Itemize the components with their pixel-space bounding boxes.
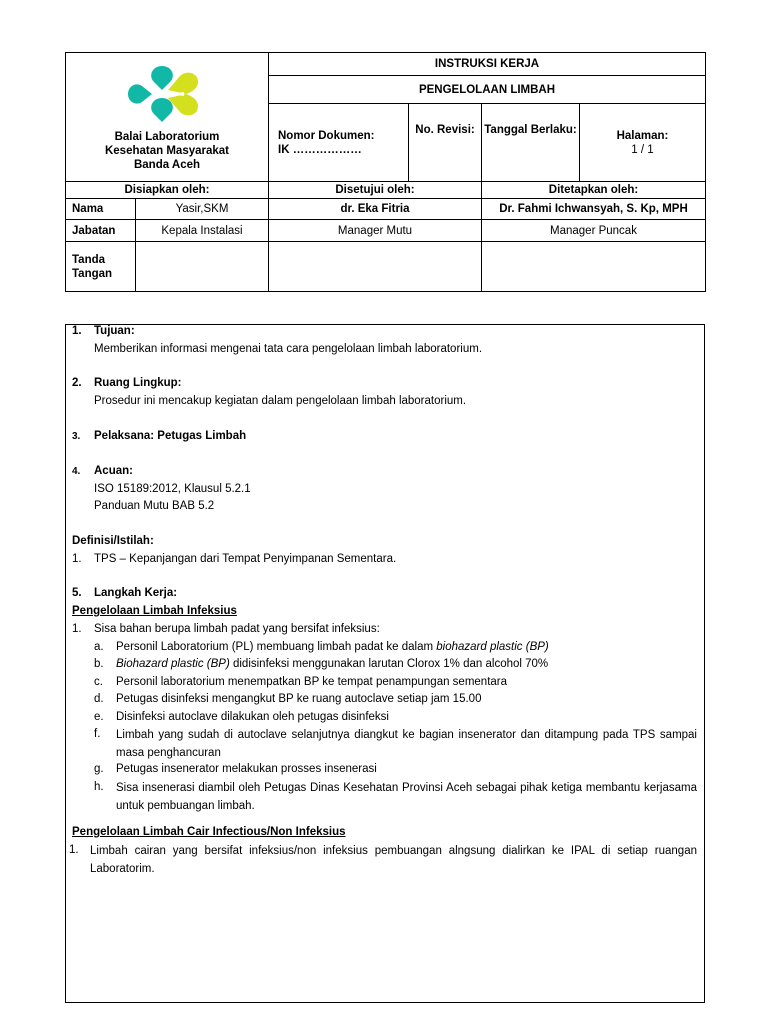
jabatan-disetujui: Manager Mutu bbox=[269, 220, 482, 242]
step-text-italic: biohazard plastic (BP) bbox=[436, 641, 549, 653]
nomor-dokumen-label: Nomor Dokumen: bbox=[278, 129, 375, 142]
subsection-heading: Pengelolaan Limbah Cair Infectious/Non Infeksius bbox=[72, 826, 346, 838]
step-text bbox=[116, 657, 548, 671]
halaman-cell bbox=[580, 104, 706, 182]
step-letter: g. bbox=[94, 763, 104, 775]
section-number: 5. bbox=[72, 587, 82, 599]
section-title: Pelaksana: Petugas Limbah bbox=[94, 430, 247, 442]
halaman-value: 1 / 1 bbox=[631, 143, 654, 156]
halaman-label: Halaman: bbox=[616, 129, 669, 142]
document-title-line2: PENGELOLAAN LIMBAH bbox=[269, 76, 706, 104]
definition-text: TPS – Kepanjangan dari Tempat Penyimpanan Sementara. bbox=[94, 553, 397, 565]
disetujui-label: Disetujui oleh: bbox=[269, 182, 482, 199]
section-text: Memberikan informasi mengenai tata cara pengelolaan limbah laboratorium. bbox=[94, 343, 483, 355]
nama-disiapkan: Yasir,SKM bbox=[136, 199, 269, 220]
institution-name-line: Banda Aceh bbox=[133, 159, 201, 171]
tanda-label-line: Tangan bbox=[72, 267, 113, 280]
step-letter: d. bbox=[94, 693, 104, 705]
section-number: 1. bbox=[72, 325, 82, 337]
list-number: 1. bbox=[72, 623, 82, 635]
nama-label: Nama bbox=[66, 199, 136, 220]
jabatan-label: Jabatan bbox=[66, 220, 136, 242]
step-letter: b. bbox=[94, 658, 104, 670]
section-title: Ruang Lingkup: bbox=[94, 377, 182, 389]
section-number: 2. bbox=[72, 377, 82, 389]
section-title: Acuan: bbox=[94, 465, 133, 477]
institution-name-line: Balai Laboratorium bbox=[114, 131, 220, 143]
definition-number: 1. bbox=[72, 553, 82, 565]
tanggal-berlaku-label: Tanggal Berlaku: bbox=[482, 104, 580, 182]
step-text-plain: Personil Laboratorium (PL) membuang limbah padat ke dalam bbox=[116, 641, 437, 653]
institution-cell bbox=[66, 53, 269, 182]
jabatan-ditetapkan: Manager Puncak bbox=[482, 220, 706, 242]
institution-logo-icon bbox=[124, 62, 210, 126]
step-text: Petugas disinfeksi mengangkut BP ke ruang autoclave setiap jam 15.00 bbox=[116, 693, 482, 705]
signature-disiapkan bbox=[136, 242, 269, 292]
step-text: Personil laboratorium menempatkan BP ke tempat penampungan sementara bbox=[116, 676, 508, 688]
nomor-dokumen-cell bbox=[269, 104, 409, 182]
step-letter: c. bbox=[94, 676, 103, 688]
section-number: 3. bbox=[72, 431, 81, 442]
step-letter: h. bbox=[94, 781, 104, 793]
step-letter: e. bbox=[94, 711, 104, 723]
definition-title: Definisi/Istilah: bbox=[72, 535, 154, 547]
step-text-italic: Biohazard plastic (BP) bbox=[116, 658, 230, 670]
step-text: Limbah yang sudah di autoclave selanjutnya diangkut ke bagian insenerator dan ditampung pada TPS sampai masa penghancuran bbox=[116, 729, 697, 759]
section-title: Langkah Kerja: bbox=[94, 587, 178, 599]
tanda-label-line: Tanda bbox=[72, 253, 106, 266]
step-text bbox=[116, 640, 549, 654]
step-text: Petugas insenerator melakukan prosses insenerasi bbox=[116, 763, 377, 775]
ditetapkan-label: Ditetapkan oleh: bbox=[482, 182, 706, 199]
step-text: Disinfeksi autoclave dilakukan oleh petugas disinfeksi bbox=[116, 711, 389, 723]
tanda-tangan-label bbox=[66, 242, 136, 292]
section-title: Tujuan: bbox=[94, 325, 135, 337]
document-title-line1: INSTRUKSI KERJA bbox=[269, 53, 706, 76]
institution-name-line: Kesehatan Masyarakat bbox=[104, 145, 229, 157]
step-text: Sisa insenerasi diambil oleh Petugas Dinas Kesehatan Provinsi Aceh sebagai pihak ketiga membantu kerjasama untuk pembuangan limbah. bbox=[116, 782, 697, 812]
section-text: Prosedur ini mencakup kegiatan dalam pengelolaan limbah laboratorium. bbox=[94, 395, 467, 407]
reference-item: ISO 15189:2012, Klausul 5.2.1 bbox=[94, 483, 251, 495]
jabatan-disiapkan: Kepala Instalasi bbox=[136, 220, 269, 242]
list-text: Limbah cairan yang bersifat infeksius/non infeksius pembuangan alngsung dialirkan ke IPAL di setiap ruangan Laboratorim. bbox=[90, 845, 697, 875]
signature-ditetapkan bbox=[482, 242, 706, 292]
list-intro: Sisa bahan berupa limbah padat yang bersifat infeksius: bbox=[94, 623, 380, 635]
signature-disetujui bbox=[269, 242, 482, 292]
list-number: 1. bbox=[69, 844, 79, 856]
disiapkan-label: Disiapkan oleh: bbox=[66, 182, 269, 199]
nama-disetujui: dr. Eka Fitria bbox=[269, 199, 482, 220]
document-header-table bbox=[65, 52, 706, 292]
subsection-heading: Pengelolaan Limbah Infeksius bbox=[72, 605, 237, 617]
step-letter: a. bbox=[94, 641, 104, 653]
section-number: 4. bbox=[72, 466, 81, 477]
nomor-dokumen-value: IK ……………… bbox=[278, 143, 362, 156]
step-letter: f. bbox=[94, 728, 101, 740]
no-revisi-label: No. Revisi: bbox=[409, 104, 482, 182]
step-text-plain: didisinfeksi menggunakan larutan Clorox 1% dan alcohol 70% bbox=[229, 658, 549, 670]
reference-item: Panduan Mutu BAB 5.2 bbox=[94, 500, 215, 512]
nama-ditetapkan: Dr. Fahmi Ichwansyah, S. Kp, MPH bbox=[482, 199, 706, 220]
